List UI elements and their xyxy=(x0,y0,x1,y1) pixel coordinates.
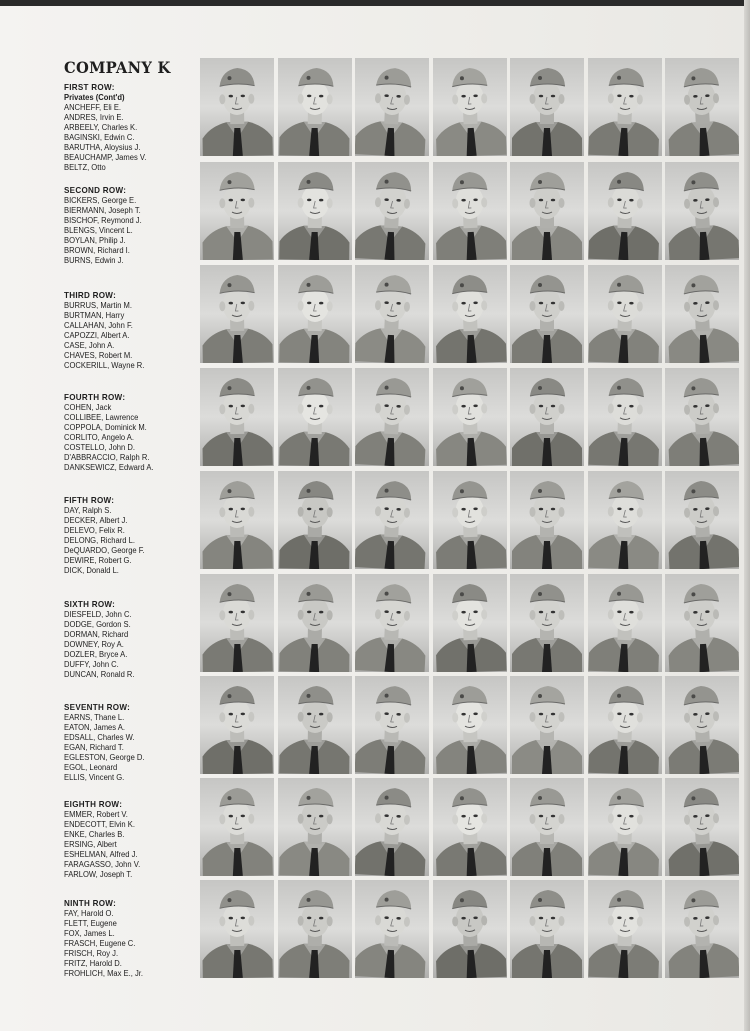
member-name: DeQUARDO, George F. xyxy=(64,546,145,555)
member-name: D'ABBRACCIO, Ralph R. xyxy=(64,453,150,462)
row-caption xyxy=(64,702,192,783)
member-name: DIESFELD, John C. xyxy=(64,610,132,619)
portrait-photo xyxy=(355,574,429,672)
member-name: FOX, James L. xyxy=(64,929,115,938)
portrait-photo xyxy=(355,676,429,774)
portrait-photo xyxy=(665,162,739,260)
row-caption xyxy=(64,290,192,371)
portrait-photo xyxy=(278,162,352,260)
portrait-photo xyxy=(278,471,352,569)
portrait-photo xyxy=(510,574,584,672)
portrait-photo xyxy=(200,574,274,672)
member-name: CAPOZZI, Albert A. xyxy=(64,331,130,340)
portrait-photo xyxy=(665,265,739,363)
portrait-photo xyxy=(355,471,429,569)
member-name: FRISCH, Roy J. xyxy=(64,949,119,958)
member-name: COSTELLO, John D. xyxy=(64,443,135,452)
portrait-photo xyxy=(665,368,739,466)
member-name: ARBEELY, Charles K. xyxy=(64,123,138,132)
member-name: CALLAHAN, John F. xyxy=(64,321,133,330)
portrait-photo xyxy=(588,162,662,260)
member-name: DAY, Ralph S. xyxy=(64,506,112,515)
row-title: EIGHTH ROW: xyxy=(64,799,123,809)
portrait-photo xyxy=(510,880,584,978)
member-name: FRITZ, Harold D. xyxy=(64,959,122,968)
member-name: BLENGS, Vincent L. xyxy=(64,226,133,235)
member-name: BURTMAN, Harry xyxy=(64,311,125,320)
member-name: ANDRES, Irvin E. xyxy=(64,113,124,122)
portrait-photo xyxy=(588,265,662,363)
portrait-photo xyxy=(588,880,662,978)
portrait-photo xyxy=(433,162,507,260)
portrait-photo xyxy=(433,778,507,876)
row-title: FIRST ROW: xyxy=(64,82,115,92)
member-name: CORLITO, Angelo A. xyxy=(64,433,134,442)
portrait-photo xyxy=(433,368,507,466)
portrait-photo xyxy=(665,676,739,774)
row-caption xyxy=(64,82,192,173)
portrait-photo xyxy=(510,676,584,774)
row-title: THIRD ROW: xyxy=(64,290,117,300)
member-name: DICK, Donald L. xyxy=(64,566,119,575)
portrait-photo xyxy=(588,574,662,672)
portrait-photo xyxy=(433,265,507,363)
portrait-photo xyxy=(200,162,274,260)
name-column xyxy=(60,58,195,978)
member-name: FROHLICH, Max E., Jr. xyxy=(64,969,143,978)
member-name: DUFFY, John C. xyxy=(64,660,119,669)
company-title: COMPANY K xyxy=(64,58,171,77)
member-name: BIERMANN, Joseph T. xyxy=(64,206,141,215)
portrait-photo xyxy=(355,778,429,876)
member-name: DOWNEY, Roy A. xyxy=(64,640,124,649)
member-name: EMMER, Robert V. xyxy=(64,810,128,819)
portrait-photo xyxy=(278,58,352,156)
member-name: ENKE, Charles B. xyxy=(64,830,125,839)
top-edge xyxy=(0,0,750,6)
member-name: DANKSEWICZ, Edward A. xyxy=(64,463,154,472)
portrait-photo xyxy=(665,58,739,156)
member-name: DELEVO, Felix R. xyxy=(64,526,125,535)
member-name: BISCHOF, Reymond J. xyxy=(64,216,142,225)
member-name: DELONG, Richard L. xyxy=(64,536,135,545)
portrait-photo xyxy=(588,471,662,569)
portrait-photo xyxy=(355,368,429,466)
member-name: ENDECOTT, Elvin K. xyxy=(64,820,135,829)
portrait-photo xyxy=(355,880,429,978)
portrait-photo xyxy=(588,676,662,774)
portrait-photo xyxy=(510,162,584,260)
portrait-photo xyxy=(510,265,584,363)
member-name: DECKER, Albert J. xyxy=(64,516,128,525)
row-caption xyxy=(64,799,192,880)
row-caption xyxy=(64,185,192,266)
portrait-photo xyxy=(433,471,507,569)
portrait-photo xyxy=(278,880,352,978)
member-name: COCKERILL, Wayne R. xyxy=(64,361,145,370)
portrait-photo xyxy=(200,368,274,466)
portrait-photo xyxy=(200,778,274,876)
portrait-photo xyxy=(588,778,662,876)
portrait-photo xyxy=(278,676,352,774)
member-name: DUNCAN, Ronald R. xyxy=(64,670,135,679)
portrait-photo xyxy=(200,58,274,156)
member-name: BAGINSKI, Edwin C. xyxy=(64,133,135,142)
portrait-photo xyxy=(355,265,429,363)
row-caption xyxy=(64,898,192,979)
member-name: EDSALL, Charles W. xyxy=(64,733,135,742)
member-name: FARLOW, Joseph T. xyxy=(64,870,133,879)
member-name: CHAVES, Robert M. xyxy=(64,351,133,360)
member-name: BOYLAN, Philip J. xyxy=(64,236,126,245)
member-name: BROWN, Richard I. xyxy=(64,246,130,255)
member-name: DORMAN, Richard xyxy=(64,630,129,639)
portrait-photo xyxy=(278,574,352,672)
portrait-photo xyxy=(510,471,584,569)
member-name: BEAUCHAMP, James V. xyxy=(64,153,147,162)
row-subtitle: Privates (Cont'd) xyxy=(64,93,125,102)
portrait-photo xyxy=(355,162,429,260)
row-title: FOURTH ROW: xyxy=(64,392,126,402)
member-name: FARAGASSO, John V. xyxy=(64,860,141,869)
member-name: EGOL, Leonard xyxy=(64,763,118,772)
member-name: FAY, Harold O. xyxy=(64,909,114,918)
member-name: FLETT, Eugene xyxy=(64,919,117,928)
member-name: ELLIS, Vincent G. xyxy=(64,773,125,782)
member-name: ERSING, Albert xyxy=(64,840,117,849)
portrait-photo xyxy=(665,574,739,672)
row-title: SIXTH ROW: xyxy=(64,599,116,609)
portrait-photo xyxy=(665,880,739,978)
member-name: BELTZ, Otto xyxy=(64,163,106,172)
member-name: CASE, John A. xyxy=(64,341,115,350)
member-name: DODGE, Gordon S. xyxy=(64,620,131,629)
member-name: EGAN, Richard T. xyxy=(64,743,124,752)
portrait-photo xyxy=(433,880,507,978)
portrait-photo xyxy=(588,58,662,156)
row-title: SECOND ROW: xyxy=(64,185,127,195)
row-caption xyxy=(64,599,192,680)
member-name: BURNS, Edwin J. xyxy=(64,256,124,265)
portrait-photo xyxy=(510,58,584,156)
portrait-photo xyxy=(278,778,352,876)
portrait-photo xyxy=(200,471,274,569)
member-name: BICKERS, George E. xyxy=(64,196,137,205)
portrait-photo xyxy=(200,880,274,978)
member-name: COLLIBEE, Lawrence xyxy=(64,413,139,422)
row-caption xyxy=(64,495,192,576)
member-name: COHEN, Jack xyxy=(64,403,112,412)
member-name: EATON, James A. xyxy=(64,723,125,732)
member-name: EARNS, Thane L. xyxy=(64,713,125,722)
member-name: DOZLER, Bryce A. xyxy=(64,650,128,659)
portrait-photo xyxy=(665,778,739,876)
portrait-photo xyxy=(200,265,274,363)
portrait-photo xyxy=(510,368,584,466)
portrait-photo xyxy=(278,265,352,363)
member-name: BARUTHA, Aloysius J. xyxy=(64,143,141,152)
row-title: NINTH ROW: xyxy=(64,898,117,908)
portrait-photo xyxy=(433,58,507,156)
portrait-photo xyxy=(355,58,429,156)
portrait-photo xyxy=(200,676,274,774)
member-name: BURRUS, Martin M. xyxy=(64,301,132,310)
row-title: SEVENTH ROW: xyxy=(64,702,131,712)
portrait-photo xyxy=(510,778,584,876)
portrait-photo xyxy=(588,368,662,466)
portrait-photo xyxy=(665,471,739,569)
member-name: FRASCH, Eugene C. xyxy=(64,939,136,948)
row-caption xyxy=(64,392,192,473)
portrait-photo xyxy=(278,368,352,466)
member-name: EGLESTON, George D. xyxy=(64,753,145,762)
member-name: ANCHEFF, Eli E. xyxy=(64,103,122,112)
member-name: ESHELMAN, Alfred J. xyxy=(64,850,138,859)
member-name: COPPOLA, Dominick M. xyxy=(64,423,147,432)
portrait-photo xyxy=(433,676,507,774)
portrait-photo xyxy=(433,574,507,672)
row-title: FIFTH ROW: xyxy=(64,495,115,505)
right-edge xyxy=(744,0,750,1031)
member-name: DEWIRE, Robert G. xyxy=(64,556,132,565)
